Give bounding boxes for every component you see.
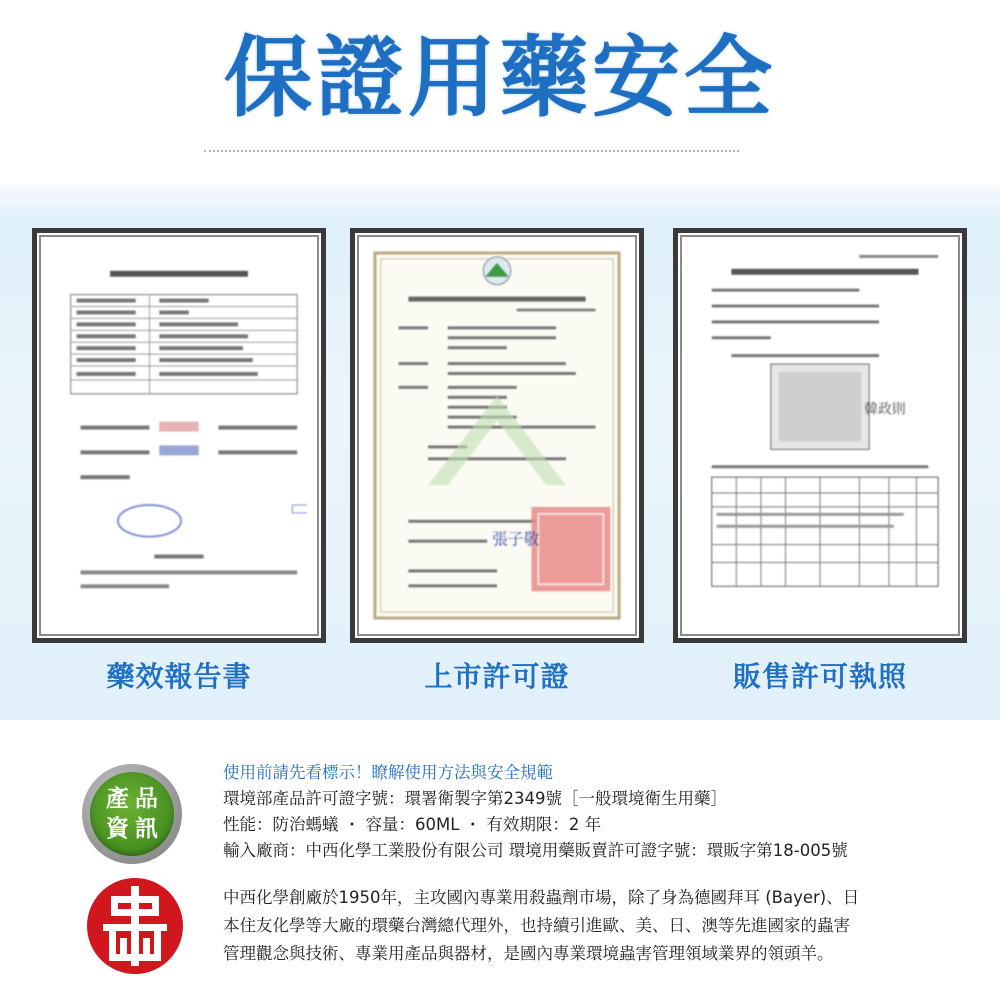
document-frame-sales-license[interactable] bbox=[673, 228, 967, 643]
document-label-report: 藥效報告書 bbox=[106, 660, 252, 693]
license-image bbox=[692, 247, 948, 624]
product-info bbox=[223, 760, 943, 864]
importer-info: 輸入廠商：中西化學工業股份有限公司 環境用藥販賣許可證字號：環販字第18-005號 bbox=[223, 841, 848, 860]
about-line-2: 本住友化學等大廠的環藥台灣總代理外，也持續引進歐、美、日、澳等先進國家的蟲害 bbox=[223, 916, 850, 935]
about-line-1: 中西化學創廠於1950年，主攻國內專業用殺蟲劑市場，除了身為德國拜耳 (Bayer)、日 bbox=[223, 888, 860, 907]
company-about bbox=[223, 884, 953, 968]
document-image bbox=[51, 247, 307, 624]
badge-line-2: 資訊 bbox=[106, 815, 164, 842]
signature-stamp: 韓政則 bbox=[864, 401, 906, 418]
signature-stamp: 張子敬 bbox=[492, 529, 540, 549]
document-label-sales-license: 販售許可執照 bbox=[732, 660, 907, 693]
document-label-market-license: 上市許可證 bbox=[424, 660, 570, 693]
product-info-badge bbox=[82, 764, 182, 864]
document-frame-report[interactable] bbox=[32, 228, 326, 643]
certificate-image bbox=[369, 247, 625, 624]
usage-warning: 使用前請先看標示！瞭解使用方法與安全規範 bbox=[223, 763, 553, 782]
title-divider bbox=[204, 150, 739, 152]
badge-line-1: 產品 bbox=[106, 785, 164, 812]
company-logo-icon bbox=[85, 876, 185, 976]
about-line-3: 管理觀念與技術、專業用產品與器材，是國內專業環境蟲害管理領域業界的領頭羊。 bbox=[223, 944, 834, 963]
document-frame-market-license[interactable] bbox=[350, 228, 644, 643]
page-title: 保證用藥安全 bbox=[223, 25, 776, 129]
license-number: 環境部產品許可證字號：環署衛製字第2349號［一般環境衛生用藥］ bbox=[223, 789, 727, 808]
product-specs: 性能：防治螞蟻 ・ 容量：60ML ・ 有效期限：2 年 bbox=[223, 815, 602, 834]
